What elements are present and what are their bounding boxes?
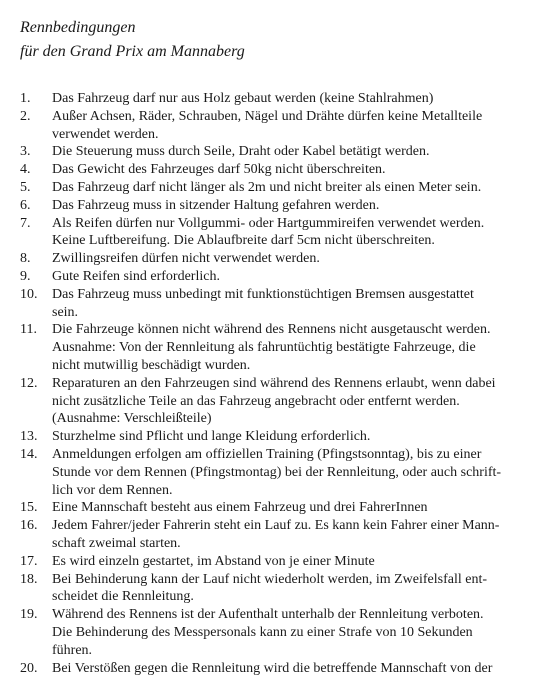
rule-number: 11. bbox=[20, 321, 37, 339]
rule-text-line: nicht zusätzliche Teile an das Fahrzeug angebracht oder entfernt werden. bbox=[52, 393, 528, 411]
rule-number: 1. bbox=[20, 90, 31, 108]
rule-item bbox=[0, 286, 544, 322]
rule-text-line: Die Fahrzeuge können nicht während des Rennens nicht ausgetauscht werden. bbox=[52, 321, 528, 339]
rules-list bbox=[0, 90, 544, 677]
rule-number: 4. bbox=[20, 161, 31, 179]
rule-number: 13. bbox=[20, 428, 38, 446]
rule-text-line: Es wird einzeln gestartet, im Abstand von je einer Minute bbox=[52, 553, 528, 571]
rule-text-line: schaft zweimal starten. bbox=[52, 535, 528, 553]
rule-item bbox=[0, 517, 544, 553]
rule-number: 6. bbox=[20, 197, 31, 215]
rule-text-line: Sturzhelme sind Pflicht und lange Kleidung erforderlich. bbox=[52, 428, 528, 446]
rule-text-line: Jedem Fahrer/jeder Fahrerin steht ein Lauf zu. Es kann kein Fahrer einer Mann- bbox=[52, 517, 528, 535]
rule-text-line: Das Fahrzeug muss unbedingt mit funktionstüchtigen Bremsen ausgestattet bbox=[52, 286, 528, 304]
rule-number: 9. bbox=[20, 268, 31, 286]
rule-text-line: Zwillingsreifen dürfen nicht verwendet werden. bbox=[52, 250, 528, 268]
rule-item bbox=[0, 90, 544, 108]
rule-item bbox=[0, 499, 544, 517]
rule-item bbox=[0, 571, 544, 607]
rule-text-line: Das Fahrzeug darf nicht länger als 2m und nicht breiter als einen Meter sein. bbox=[52, 179, 528, 197]
rule-text-line: Das Fahrzeug darf nur aus Holz gebaut werden (keine Stahlrahmen) bbox=[52, 90, 528, 108]
rule-item bbox=[0, 143, 544, 161]
rule-number: 14. bbox=[20, 446, 38, 464]
rule-text-line: verwendet werden. bbox=[52, 126, 528, 144]
title-line-2: für den Grand Prix am Mannaberg bbox=[20, 40, 245, 64]
rule-item bbox=[0, 197, 544, 215]
rule-number: 20. bbox=[20, 660, 38, 677]
rule-text-line: Anmeldungen erfolgen am offiziellen Training (Pfingstsonntag), bis zu einer bbox=[52, 446, 528, 464]
rule-item bbox=[0, 321, 544, 374]
rule-item bbox=[0, 446, 544, 499]
rule-number: 3. bbox=[20, 143, 31, 161]
rule-item bbox=[0, 179, 544, 197]
rule-number: 8. bbox=[20, 250, 31, 268]
rule-text-line: Das Fahrzeug muss in sitzender Haltung gefahren werden. bbox=[52, 197, 528, 215]
rule-number: 5. bbox=[20, 179, 31, 197]
rule-text-line: Das Gewicht des Fahrzeuges darf 50kg nicht überschreiten. bbox=[52, 161, 528, 179]
rule-number: 10. bbox=[20, 286, 38, 304]
rule-item bbox=[0, 108, 544, 144]
rule-text-line: Die Behinderung des Messpersonals kann zu einer Strafe von 10 Sekunden bbox=[52, 624, 528, 642]
rule-item bbox=[0, 606, 544, 659]
rule-text-line: sein. bbox=[52, 304, 528, 322]
rule-text-line: Während des Rennens ist der Aufenthalt unterhalb der Rennleitung verboten. bbox=[52, 606, 528, 624]
rule-number: 12. bbox=[20, 375, 38, 393]
rule-text-line: nicht mutwillig beschädigt wurden. bbox=[52, 357, 528, 375]
rule-number: 16. bbox=[20, 517, 38, 535]
rule-text-line: Als Reifen dürfen nur Vollgummi- oder Hartgummireifen verwendet werden. bbox=[52, 215, 528, 233]
rule-text-line: scheidet die Rennleitung. bbox=[52, 588, 528, 606]
rule-number: 7. bbox=[20, 215, 31, 233]
rule-text-line: führen. bbox=[52, 642, 528, 660]
rule-text-line: Bei Behinderung kann der Lauf nicht wiederholt werden, im Zweifelsfall ent- bbox=[52, 571, 528, 589]
rule-text-line: Stunde vor dem Rennen (Pfingstmontag) bei der Rennleitung, oder auch schrift- bbox=[52, 464, 528, 482]
rule-number: 19. bbox=[20, 606, 38, 624]
rule-text-line: Ausnahme: Von der Rennleitung als fahruntüchtig bestätigte Fahrzeuge, die bbox=[52, 339, 528, 357]
rule-item bbox=[0, 553, 544, 571]
rule-item bbox=[0, 428, 544, 446]
rule-item bbox=[0, 660, 544, 677]
title-line-1: Rennbedingungen bbox=[20, 16, 245, 40]
rule-text-line: Die Steuerung muss durch Seile, Draht oder Kabel betätigt werden. bbox=[52, 143, 528, 161]
rule-item bbox=[0, 215, 544, 251]
rule-number: 15. bbox=[20, 499, 38, 517]
rule-number: 2. bbox=[20, 108, 31, 126]
rule-number: 18. bbox=[20, 571, 38, 589]
rule-text-line: Reparaturen an den Fahrzeugen sind während des Rennens erlaubt, wenn dabei bbox=[52, 375, 528, 393]
rule-text-line: Gute Reifen sind erforderlich. bbox=[52, 268, 528, 286]
rule-item bbox=[0, 268, 544, 286]
rule-text-line: lich vor dem Rennen. bbox=[52, 482, 528, 500]
document-title bbox=[20, 16, 245, 64]
rule-item bbox=[0, 375, 544, 428]
rule-text-line: Keine Luftbereifung. Die Ablaufbreite darf 5cm nicht überschreiten. bbox=[52, 232, 528, 250]
rule-text-line: Außer Achsen, Räder, Schrauben, Nägel und Drähte dürfen keine Metallteile bbox=[52, 108, 528, 126]
rule-text-line: Bei Verstößen gegen die Rennleitung wird die betreffende Mannschaft von der bbox=[52, 660, 528, 677]
rule-item bbox=[0, 250, 544, 268]
rule-text-line: Eine Mannschaft besteht aus einem Fahrzeug und drei FahrerInnen bbox=[52, 499, 528, 517]
rule-number: 17. bbox=[20, 553, 38, 571]
rule-text-line: (Ausnahme: Verschleißteile) bbox=[52, 410, 528, 428]
rule-item bbox=[0, 161, 544, 179]
